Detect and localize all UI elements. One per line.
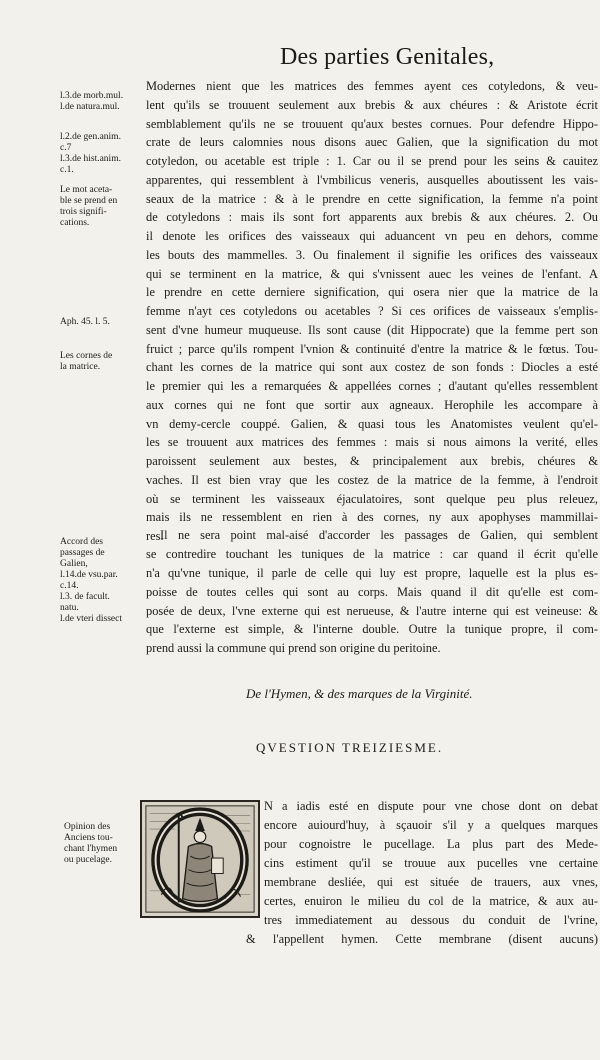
running-head: Des parties Genitales, [280, 44, 495, 70]
text-line: poisse de toutes celles qui sont au corps. Mais quand il dit qu'elle est com- [146, 584, 598, 599]
text-line: n'a qu'vne tunique, il parle de celle qui luy est propre, laquelle est la plus es- [146, 565, 598, 580]
margin-line: cations. [60, 218, 90, 228]
text-line: certes, enuiron le milieu du col de la matrice, & aux au- [264, 894, 598, 908]
margin-line: trois signifi- [60, 207, 107, 217]
paragraph-cotyledons [146, 77, 598, 546]
text-line: chant les cornes de la matrice qui sont aux costez de son fonds : Diocles a esté [146, 360, 598, 375]
bishop-figure-icon [142, 802, 258, 916]
margin-line: Accord des [60, 537, 103, 547]
margin-line: ble se prend en [60, 196, 118, 206]
margin-note-opinion [64, 822, 144, 866]
text-line: le premier qui les a remarquées & appellées cornes ; d'autant qu'elles ressemblent [146, 379, 598, 393]
section-title: De l'Hymen, & des marques de la Virginité. [246, 686, 473, 701]
margin-line: c.7 [60, 143, 72, 153]
text-line: femme n'ayt ces cotyledons ou acetables ? Si ces orifices de vaisseaux s'emplis- [146, 304, 598, 318]
text-line: res. [146, 529, 164, 543]
margin-line: Opinion des [64, 822, 111, 832]
text-line: Modernes nient que les matrices des femmes ayent ces cotyledons, & veu- [146, 79, 598, 93]
margin-line: l.3. de facult. [60, 592, 110, 602]
drop-cap-illustration [140, 800, 260, 918]
text-line: membrane desliée, qui est située de trauers, aux vnes, [264, 875, 598, 889]
text-line: les se trouuent aux matrices des femmes : mais si nous aimons la verité, elles [146, 435, 598, 450]
text-line: se contredire touchant les tuniques de la matrice : car quand il écrit qu'elle [146, 546, 598, 561]
text-line: tres immediatement au dessous du conduit de l'vrine, [264, 913, 598, 927]
paragraph-hymen [264, 797, 598, 930]
paragraph-hymen-continued [246, 930, 598, 949]
text-line: seaux de la matrice : & à le prendre en cette signification, la femme n'a point [146, 191, 598, 206]
margin-line: l.de vteri dissect [60, 614, 122, 624]
margin-line: la matrice. [60, 362, 101, 372]
text-line: fruict ; parce qu'ils rompent l'vnion & continuité d'entre la matrice & le fœtus. Tou- [146, 341, 598, 356]
margin-line: Les cornes de [60, 351, 113, 361]
margin-note-acetable [60, 185, 140, 229]
margin-note-cornes [60, 351, 140, 373]
text-line: encore auiourd'huy, à sçauoir s'il y a quelques marques [264, 818, 598, 832]
margin-line: l.2.de gen.anim. [60, 132, 121, 142]
text-line: vn demy-cercle couppé. Galien, & quasi tous les Anatomistes veulent qu'el- [146, 416, 598, 431]
text-line: mais ils ne ressemblent en rien à des cornes, ny aux apophyses mammillai- [146, 510, 598, 525]
margin-line: c.1. [60, 165, 74, 175]
margin-line: Aph. 45. l. 5. [60, 317, 110, 327]
text-line: prend aussi la commune qui prend son origine du peritoine. [146, 641, 441, 656]
margin-line: l.3.de morb.mul. [60, 91, 124, 101]
margin-line: natu. [60, 603, 79, 613]
margin-note-aph [60, 317, 140, 328]
text-line: de cotyledons : mais ils sont fort apparents aux brebis & aux chéures. 2. Ou [146, 210, 598, 225]
text-line: sent d'vne humeur muqueuse. Ils sont cause (dit Hippocrate) que la femme pert son [146, 322, 598, 337]
margin-line: l.14.de vsu.par. [60, 570, 118, 580]
text-line: pour cognoistre le pucellage. La plus part des Mede- [264, 837, 598, 851]
text-line: cotyledon, ou acetable est triple : 1. Car ou il se prend pour les seins & cauitez [146, 154, 598, 168]
text-line: lent qu'ils se trouuent seulement aux brebis & aux chéures : & Aristote écrit [146, 97, 598, 112]
margin-line: Galien, [60, 559, 88, 569]
text-line: apparentes, qui ressemblent à l'vmbilicus veneris, ausquelles aboutissent les vais- [146, 172, 598, 187]
text-line: les bouts des mammelles. 3. Ou finalement il signifie les orifices des vaisseaux [146, 247, 598, 262]
text-line: cins estiment qu'il se trouue aux pucelles vne certaine [264, 856, 598, 870]
margin-note-gen-anim [60, 132, 140, 176]
margin-line: Anciens tou- [64, 833, 113, 843]
margin-note-morb [60, 91, 140, 113]
text-line: crate de leurs calomnies nous disons auec Galien, que la signification du mot [146, 135, 598, 150]
text-line: & l'appellent hymen. Cette membrane (disent aucuns) [246, 932, 598, 946]
text-line: le prendre en cette derniere signification, qui osera nier que la matrice de la [146, 285, 598, 300]
text-line: Il ne sera point mal-aisé d'accorder les passages de Galien, qui semblent [160, 528, 598, 542]
text-line: aux cornes qui ne font que sortir aux agneaux. Herophile les accompare à [146, 397, 598, 412]
margin-line: ou pucelage. [64, 855, 113, 865]
paragraph-tuniques [146, 526, 598, 658]
text-line: vaches. Il est bien vray que les costez de la matrice de la femme, à l'endroit [146, 472, 598, 487]
text-line: posée de deux, l'vne externe qui est nerueuse, & l'autre interne qui est veineuse: & [146, 603, 598, 618]
margin-line: c.14. [60, 581, 79, 591]
margin-line: passages de [60, 548, 105, 558]
text-line: il denote les orifices des vaisseaux qui aduancent vn peu en dehors, comme [146, 229, 598, 243]
margin-line: l.3.de hist.anim. [60, 154, 121, 164]
margin-line: chant l'hymen [64, 844, 118, 854]
text-line: semblablement qu'ils ne se trouuent qu'aux bestes cornues. Pour defendre Hippo- [146, 116, 598, 131]
margin-line: Le mot aceta- [60, 185, 113, 195]
text-line: où se terminent les vaisseaux éjaculatoires, sont quelque peu plus releuez, [146, 491, 598, 506]
question-heading: QVESTION TREIZIESME. [256, 740, 444, 755]
margin-note-accord [60, 537, 140, 625]
text-line: qui se terminent en la matrice, & qui s'vnissent auec les veines de l'enfant. A [146, 266, 598, 281]
text-line: paroissent seulement aux bestes, & principalement aux brebis, chéures & [146, 454, 598, 468]
margin-line: l.de natura.mul. [60, 102, 120, 112]
text-line: N a iadis esté en dispute pour vne chose dont on debat [264, 799, 598, 813]
text-line: que l'externe est simple, & l'interne double. Outre la tunique propre, il com- [146, 622, 598, 637]
